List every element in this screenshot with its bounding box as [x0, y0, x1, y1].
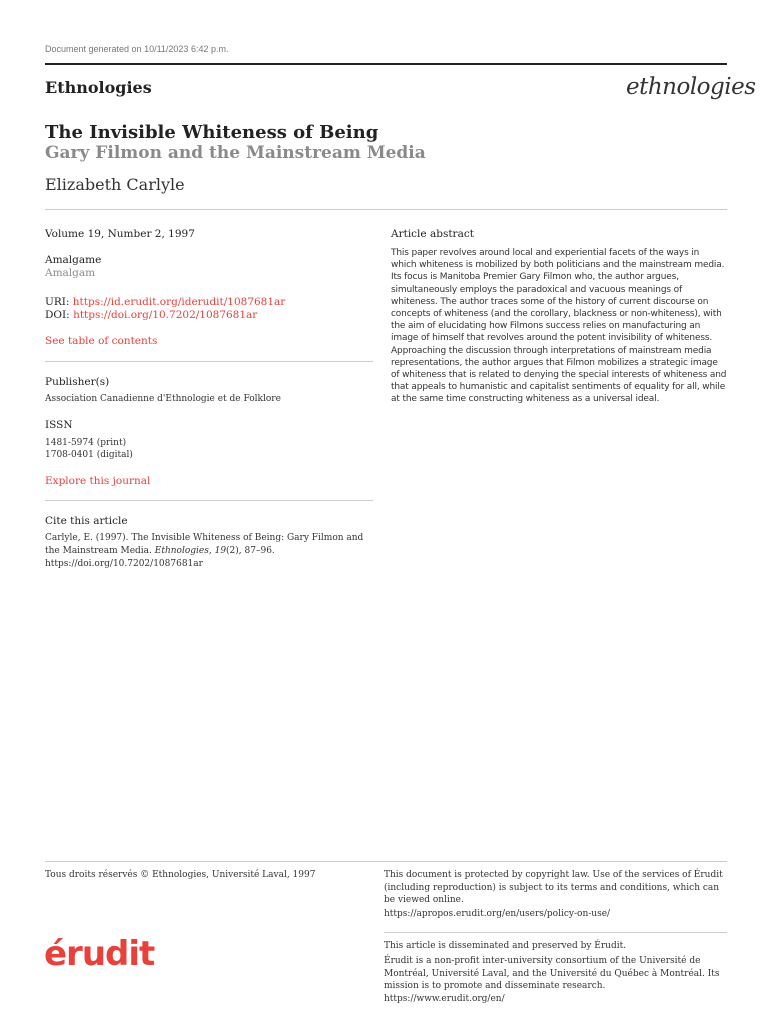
citation: Carlyle, E. (1997). The Invisible Whiteness of Being: Gary Filmon and the Mainstream Media. Ethnologies, 19(2), 87–96. https://doi.org/10.7202/1087681ar	[45, 533, 364, 569]
section-name-alt: Amalgam	[45, 267, 96, 279]
publisher-heading: Publisher(s)	[45, 376, 110, 388]
copyright-notice: This document is protected by copyright law. Use of the services of Érudit (including reproduction) is subject to its terms and conditions, which can be viewed online.	[384, 870, 723, 906]
citation-text: Carlyle, E. (1997). The Invisible Whiteness of Being: Gary Filmon and the Mainstream Media.	[45, 533, 364, 556]
footer-divider	[45, 861, 727, 862]
erudit-description: Érudit is a non-profit inter-university consortium of the Université de Montréal, Université Laval, and the Université du Québec à Montréal. Its mission is to promote and disseminate research.	[384, 956, 720, 992]
erudit-link[interactable]: https://www.erudit.org/en/	[384, 994, 505, 1004]
erudit-logo: érudit	[44, 934, 155, 974]
article-subtitle: Gary Filmon and the Mainstream Media	[45, 143, 426, 163]
issn-digital: 1708-0401 (digital)	[45, 450, 133, 460]
header-divider	[45, 209, 727, 210]
footer-divider-2	[384, 932, 727, 933]
uri-link[interactable]: https://id.erudit.org/iderudit/1087681ar	[72, 296, 286, 308]
section-name: Amalgame	[45, 254, 102, 266]
doi-line	[45, 309, 257, 321]
abstract-heading: Article abstract	[391, 228, 474, 240]
divider-cite	[45, 500, 373, 501]
journal-link[interactable]: Explore this journal	[45, 475, 151, 487]
citation-journal: Ethnologies	[154, 546, 209, 556]
doi-label: DOI:	[45, 309, 70, 321]
rights-statement: Tous droits réservés © Ethnologies, Université Laval, 1997	[45, 870, 316, 880]
top-rule	[45, 63, 727, 65]
article-author: Elizabeth Carlyle	[45, 175, 185, 194]
doi-link[interactable]: https://doi.org/10.7202/1087681ar	[73, 309, 258, 321]
uri-label: URI:	[45, 296, 70, 308]
citation-pages: (2), 87–96. https://doi.org/10.7202/1087681ar	[45, 546, 275, 569]
article-title: The Invisible Whiteness of Being	[45, 122, 379, 143]
disseminated-notice: This article is disseminated and preserved by Érudit.	[384, 941, 627, 951]
generated-date: Document generated on 10/11/2023 6:42 p.m.	[45, 44, 229, 54]
issn-print: 1481-5974 (print)	[45, 438, 127, 448]
uri-line	[45, 296, 285, 308]
abstract-text: This paper revolves around local and experiential facets of the ways in which whiteness is mobilized by both politicians and the mainstream media. Its focus is Manitoba Premier Gary Filmon who, the author argues, simultaneously employs the paradoxical and vacuous meanings of whiteness. The author traces some of the history of current discourse on concepts of whiteness (and the corollary, blackness or non-whiteness), with the aim of elucidating how Filmons success relies on manufacturing an image of himself that revolves around the potent invisibility of whiteness. Approaching the discussion through interpretations of mainstream media representations, the author argues that Filmon mobilizes a strategic image of whiteness that is related to denying the special interests of whiteness and that appeals to humanistic and capitalist sentiments of equality for all, while at the same time constructing whiteness as a universal ideal.	[391, 248, 727, 405]
toc-link[interactable]: See table of contents	[45, 335, 158, 347]
publisher-name: Association Canadienne d'Ethnologie et de Folklore	[45, 394, 281, 404]
cite-heading: Cite this article	[45, 515, 128, 527]
ethnologies-logo: ethnologies	[626, 74, 756, 100]
citation-volume: 19	[214, 546, 227, 556]
journal-name: Ethnologies	[45, 78, 152, 97]
issn-heading: ISSN	[45, 419, 73, 431]
volume-info: Volume 19, Number 2, 1997	[45, 228, 195, 240]
policy-link[interactable]: https://apropos.erudit.org/en/users/policy-on-use/	[384, 909, 611, 919]
divider-publisher	[45, 361, 373, 362]
